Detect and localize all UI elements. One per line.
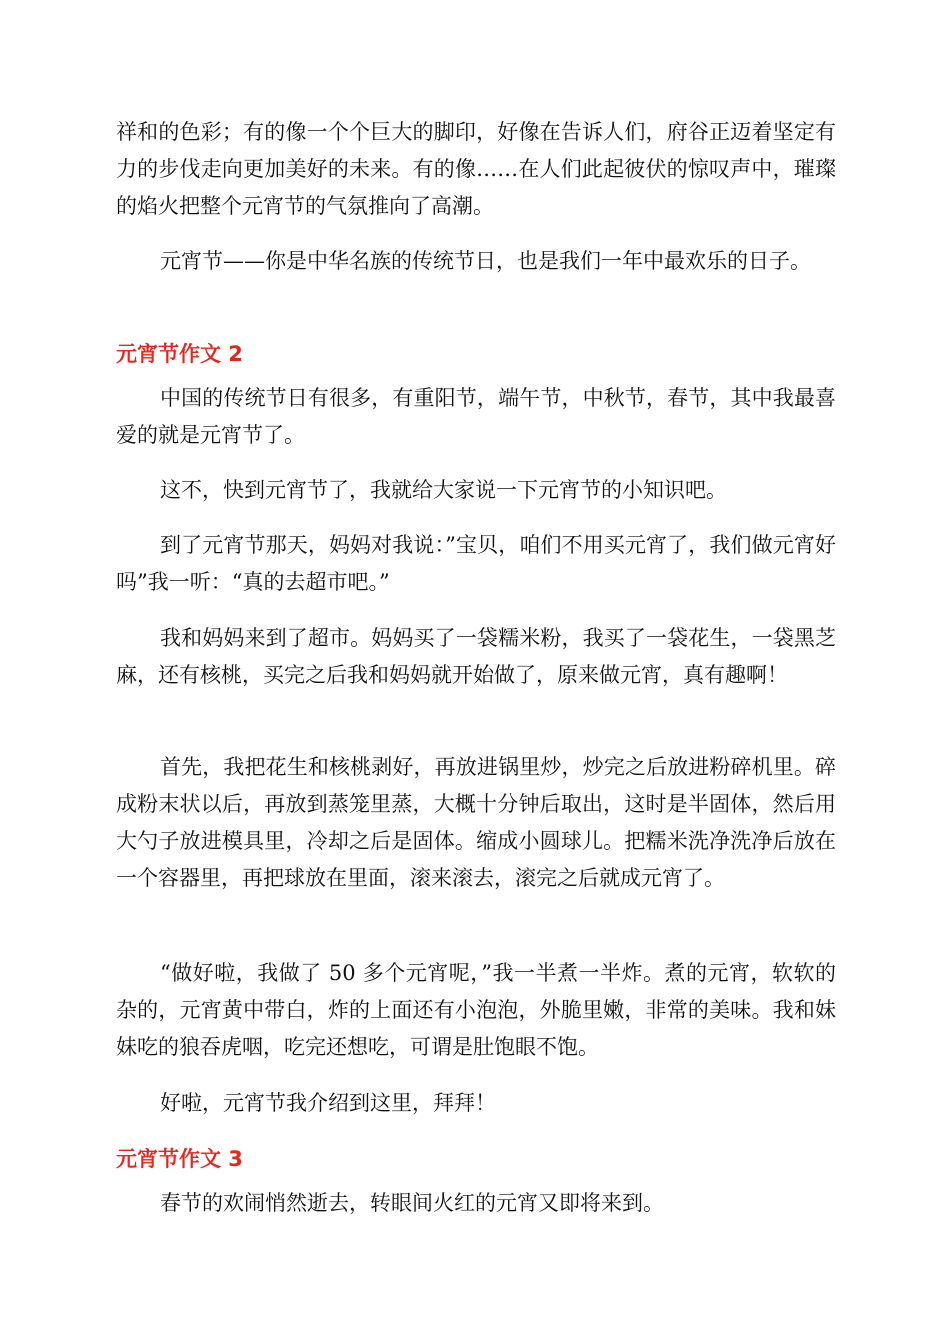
paragraph: 中国的传统节日有很多，有重阳节，端午节，中秋节，春节，其中我最喜爱的就是元宵节了。 — [116, 386, 836, 447]
paragraph: 春节的欢闹悄然逝去，转眼间火红的元宵又即将来到。 — [160, 1191, 664, 1215]
paragraph: 到了元宵节那天，妈妈对我说：”宝贝，咱们不用买元宵了，我们做元宵好吗”我一听：“真的去超市吧。” — [116, 533, 836, 594]
essay-heading-2: 元宵节作文 2 — [116, 342, 243, 366]
paragraph: 这不，快到元宵节了，我就给大家说一下元宵节的小知识吧。 — [160, 478, 727, 502]
essay-heading-3: 元宵节作文 3 — [116, 1147, 243, 1171]
paragraph: 首先，我把花生和核桃剥好，再放进锅里炒，炒完之后放进粉碎机里。碎成粉末状以后，再放到蒸笼里蒸，大概十分钟后取出，这时是半固体，然后用大勺子放进模具里，冷却之后是固体。缩成小圆球儿。把糯米洗净洗净后放在一个容器里，再把球放在里面，滚来滚去，滚完之后就成元宵了。 — [116, 755, 836, 890]
paragraph: 我和妈妈来到了超市。妈妈买了一袋糯米粉，我买了一袋花生，一袋黑芝麻，还有核桃，买完之后我和妈妈就开始做了，原来做元宵，真有趣啊！ — [116, 626, 836, 687]
paragraph-continued: 祥和的色彩；有的像一个个巨大的脚印，好像在告诉人们，府谷正迈着坚定有力的步伐走向更加美好的未来。有的像……在人们此起彼伏的惊叹声中，璀璨的焰火把整个元宵节的气氛推向了高潮。 — [116, 120, 836, 218]
paragraph: 好啦，元宵节我介绍到这里，拜拜！ — [160, 1091, 496, 1115]
paragraph: 元宵节——你是中华名族的传统节日，也是我们一年中最欢乐的日子。 — [160, 249, 811, 273]
paragraph: “做好啦，我做了 50 多个元宵呢，”我一半煮一半炸。煮的元宵，软软的杂的，元宵黄中带白，炸的上面还有小泡泡，外脆里嫩，非常的美味。我和妹妹吃的狼吞虎咽，吃完还想吃，可谓是肚饱眼不饱。 — [116, 961, 836, 1059]
